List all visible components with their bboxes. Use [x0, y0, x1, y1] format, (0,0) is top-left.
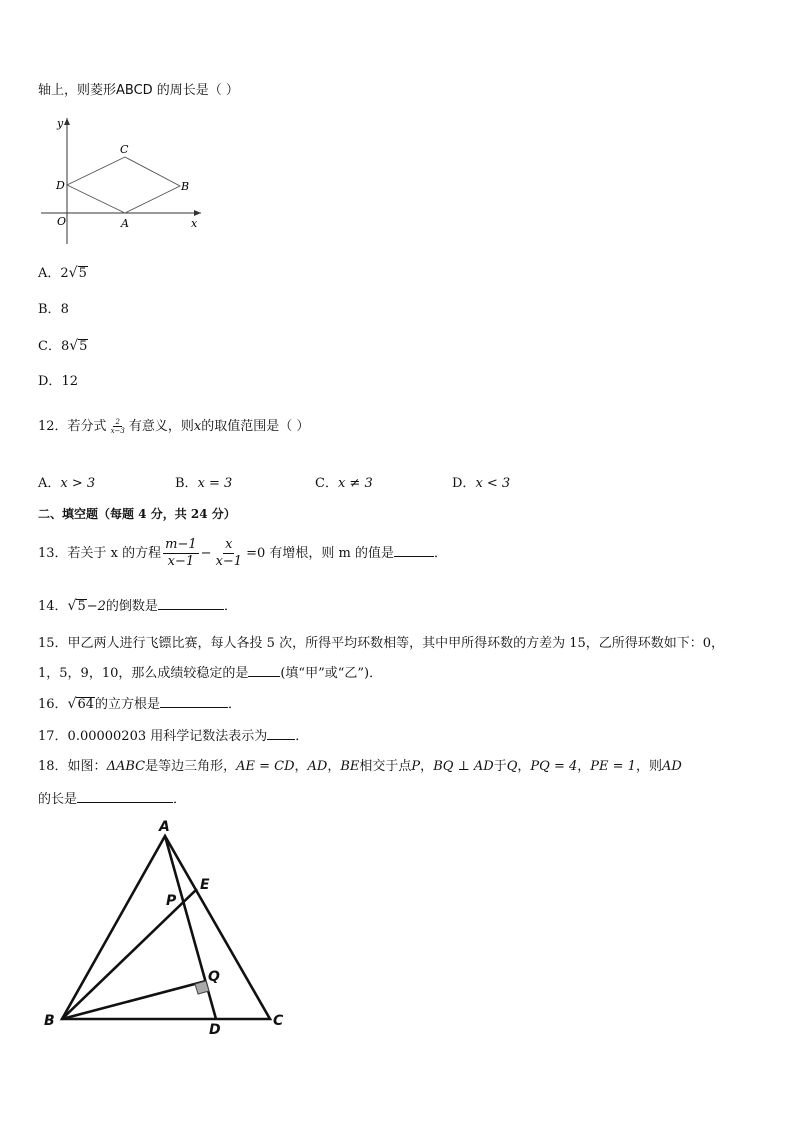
label-a: A [121, 217, 129, 230]
label-x: x [191, 217, 198, 230]
q12-fraction: $\frac{2}{x-3}$ [110, 418, 125, 435]
label-c: C [120, 143, 129, 156]
label-b: B [181, 180, 190, 193]
q14-answer-blank [158, 597, 224, 610]
q18-line1: 18．如图：ΔABC是等边三角形，AE = CD，AD，BE相交于点P，BQ ⊥ AD于Q，PQ = 4，PE = 1，则AD [38, 759, 682, 774]
q14-stem: 14．√5−2的倒数是 ． [38, 598, 237, 614]
section-title-fill-blank: 二、填空题（每题 4 分，共 24 分） [38, 507, 236, 521]
q11-option-d: D．12 [38, 374, 78, 389]
q18-answer-blank [77, 790, 173, 803]
rhombus-figure [38, 112, 213, 248]
label-a: A [159, 819, 170, 835]
rhombus-abcd [67, 157, 180, 213]
q16-stem: 16．√64的立方根是 ． [38, 696, 242, 712]
q11-stem: 轴上，则菱形ABCD 的周长是（ ） [38, 83, 239, 98]
q12-option-a: A．x > 3 [38, 476, 96, 491]
label-c: C [273, 1013, 284, 1029]
label-d: D [56, 179, 65, 192]
label-p: P [166, 893, 177, 909]
q18-line2: 的长是 ． [38, 792, 187, 807]
q12-option-c: C．x ≠ 3 [315, 476, 373, 491]
q16-answer-blank [160, 695, 228, 708]
right-angle-mark [195, 981, 209, 994]
q15-answer-blank [248, 664, 280, 677]
q15-line2: 1，5，9，10，那么成绩较稳定的是 (填“甲”或“乙”)． [38, 666, 383, 681]
q13-fraction-1: $\frac{m-1}{x-1}$ [165, 537, 197, 569]
q13-answer-blank [394, 544, 434, 557]
q15-line1: 15．甲乙两人进行飞镖比赛，每人各投 5 次，所得平均环数相等，其中甲所得环数的方差为 15，乙所得环数如下：0， [38, 636, 725, 651]
q13-stem: 13．若关于 x 的方程 $\frac{m-1}{x-1}$ − $\frac{x}{x-1}$ =0 有增根，则 m 的值是 ． [38, 537, 447, 569]
q12-stem: 12．若分式 $\frac{2}{x-3}$ 有意义，则x的取值范围是（ ） [38, 418, 310, 435]
triangle-figure [40, 814, 300, 1040]
q11-option-c: C．8√5 [38, 338, 88, 354]
label-y: y [57, 117, 64, 130]
q11-option-a: A．2√5 [38, 265, 87, 281]
q12-option-d: D．x < 3 [452, 476, 511, 491]
label-b: B [44, 1013, 55, 1029]
q11-option-b: B．8 [38, 302, 69, 317]
q17-answer-blank [267, 727, 295, 740]
label-q: Q [208, 969, 220, 985]
q17-stem: 17．0.00000203 用科学记数法表示为 ． [38, 729, 309, 744]
label-e: E [200, 877, 210, 893]
q13-fraction-2: $\frac{x}{x-1}$ [215, 537, 243, 569]
label-o: O [57, 215, 67, 228]
segment-be [62, 889, 197, 1019]
q12-option-b: B．x = 3 [175, 476, 233, 491]
label-d: D [209, 1022, 221, 1038]
